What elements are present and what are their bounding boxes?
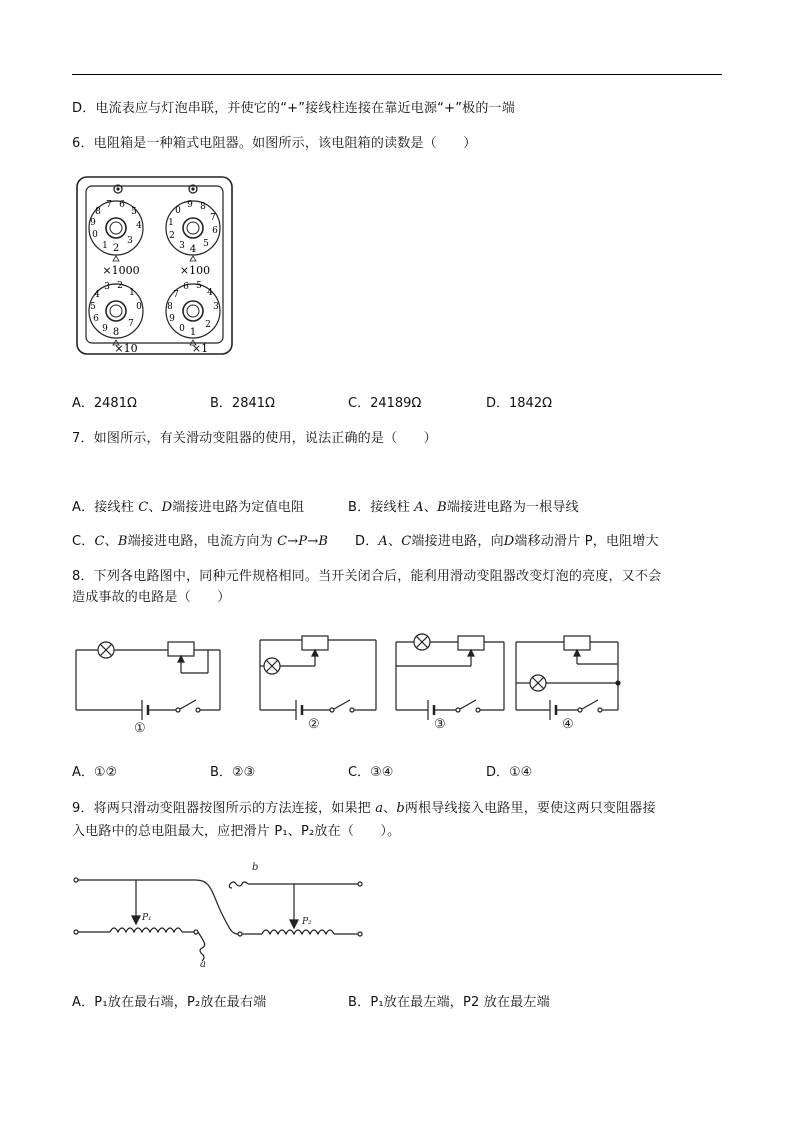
- svg-text:4: 4: [207, 288, 213, 298]
- q9-option-a: A．P₁放在最右端，P₂放在最右端: [72, 995, 267, 1010]
- svg-text:9: 9: [90, 218, 96, 228]
- svg-text:3: 3: [104, 282, 110, 292]
- svg-text:3: 3: [179, 241, 185, 251]
- q8-option-a: A．①②: [72, 765, 118, 780]
- svg-text:×100: ×100: [179, 264, 211, 277]
- q6-option-b: B．2841Ω: [210, 396, 275, 411]
- svg-text:7: 7: [128, 319, 134, 329]
- circuit-4: [516, 636, 620, 732]
- svg-text:③: ③: [434, 717, 446, 732]
- dial-x100-selected: 4: [189, 244, 197, 255]
- svg-text:×1: ×1: [191, 342, 209, 355]
- svg-text:1: 1: [129, 288, 135, 298]
- svg-text:①: ①: [134, 721, 146, 736]
- svg-text:8: 8: [167, 302, 173, 312]
- svg-text:④: ④: [562, 717, 574, 732]
- q8-option-d: D．①④: [486, 765, 533, 780]
- svg-text:a: a: [200, 959, 206, 970]
- circuit-3: [396, 634, 504, 732]
- circuit-1: [76, 642, 220, 736]
- svg-text:7: 7: [106, 200, 112, 210]
- svg-text:0: 0: [175, 206, 181, 216]
- svg-text:6: 6: [212, 226, 218, 236]
- q7-option-a: A．接线柱 C、D端接进电路为定值电阻: [72, 500, 305, 515]
- q9-option-b: B．P₁放在最左端，P2 放在最左端: [348, 995, 550, 1010]
- q7-option-c: C．C、B端接进电路，电流方向为 C→P→B: [72, 534, 329, 549]
- q6-option-c: C．24189Ω: [348, 396, 422, 411]
- svg-text:3: 3: [127, 236, 133, 246]
- q9-stem-line1: 9．将两只滑动变阻器按图所示的方法连接，如果把 a、b两根导线接入电路里，要使这两只变阻器接: [72, 801, 656, 816]
- svg-text:P₂: P₂: [302, 917, 312, 927]
- svg-text:9: 9: [102, 324, 108, 334]
- q8-option-b: B．②③: [210, 765, 256, 780]
- svg-text:4: 4: [136, 221, 142, 231]
- svg-text:1: 1: [102, 241, 108, 251]
- svg-text:0: 0: [136, 302, 142, 312]
- svg-text:0: 0: [179, 324, 185, 334]
- dial-x1-selected: 1: [189, 327, 197, 338]
- dial-x1000-selected: 2: [112, 243, 120, 254]
- q7-stem: 7．如图所示，有关滑动变阻器的使用，说法正确的是（ ）: [72, 431, 437, 446]
- resistance-box-figure: [76, 176, 236, 358]
- svg-text:4: 4: [94, 290, 100, 300]
- q6-stem: 6．电阻箱是一种箱式电阻器。如图所示，该电阻箱的读数是（ ）: [72, 136, 477, 151]
- q8-stem-line2: 造成事故的电路是（ ）: [72, 590, 231, 605]
- svg-text:5: 5: [90, 302, 96, 312]
- q7-option-d: D．A、C端接进电路，向D端移动滑片 P，电阻增大: [355, 534, 659, 549]
- q8-stem-line1: 8．下列各电路图中，同种元件规格相同。当开关闭合后，能利用滑动变阻器改变灯泡的亮度，又不会: [72, 569, 662, 584]
- svg-text:2: 2: [117, 281, 123, 291]
- svg-text:②: ②: [308, 717, 320, 732]
- svg-text:7: 7: [173, 290, 179, 300]
- svg-text:3: 3: [213, 302, 219, 312]
- svg-text:2: 2: [169, 231, 175, 241]
- svg-text:5: 5: [203, 239, 209, 249]
- svg-text:P₁: P₁: [142, 913, 152, 923]
- dial-x10-selected: 8: [112, 327, 120, 338]
- q5-option-d: D．电流表应与灯泡串联，并使它的“+”接线柱连接在靠近电源“+”极的一端: [72, 101, 515, 116]
- svg-text:6: 6: [183, 282, 189, 292]
- svg-text:2: 2: [205, 320, 211, 330]
- svg-text:b: b: [252, 862, 259, 873]
- svg-text:5: 5: [131, 207, 137, 217]
- q8-option-c: C．③④: [348, 765, 394, 780]
- svg-text:8: 8: [95, 207, 101, 217]
- circuit-2: [260, 636, 376, 732]
- svg-text:6: 6: [93, 314, 99, 324]
- svg-text:×10: ×10: [114, 342, 138, 355]
- svg-text:1: 1: [168, 218, 174, 228]
- q9-stem-line2: 入电路中的总电阻最大，应把滑片 P₁、P₂放在（ ）。: [72, 824, 401, 839]
- q6-option-d: D．1842Ω: [486, 396, 553, 411]
- svg-text:9: 9: [187, 200, 193, 210]
- svg-text:9: 9: [169, 314, 175, 324]
- svg-text:0: 0: [92, 230, 98, 240]
- q6-option-a: A．2481Ω: [72, 396, 137, 411]
- svg-text:×1000: ×1000: [102, 264, 140, 277]
- q7-option-b: B．接线柱 A、B端接进电路为一根导线: [348, 500, 579, 515]
- q8-circuits-figure: [72, 628, 632, 740]
- svg-text:8: 8: [200, 202, 206, 212]
- header-rule: [72, 74, 722, 75]
- q9-rheostats-figure: [72, 854, 372, 972]
- svg-text:5: 5: [196, 281, 202, 291]
- svg-text:7: 7: [210, 213, 216, 223]
- svg-text:6: 6: [119, 200, 125, 210]
